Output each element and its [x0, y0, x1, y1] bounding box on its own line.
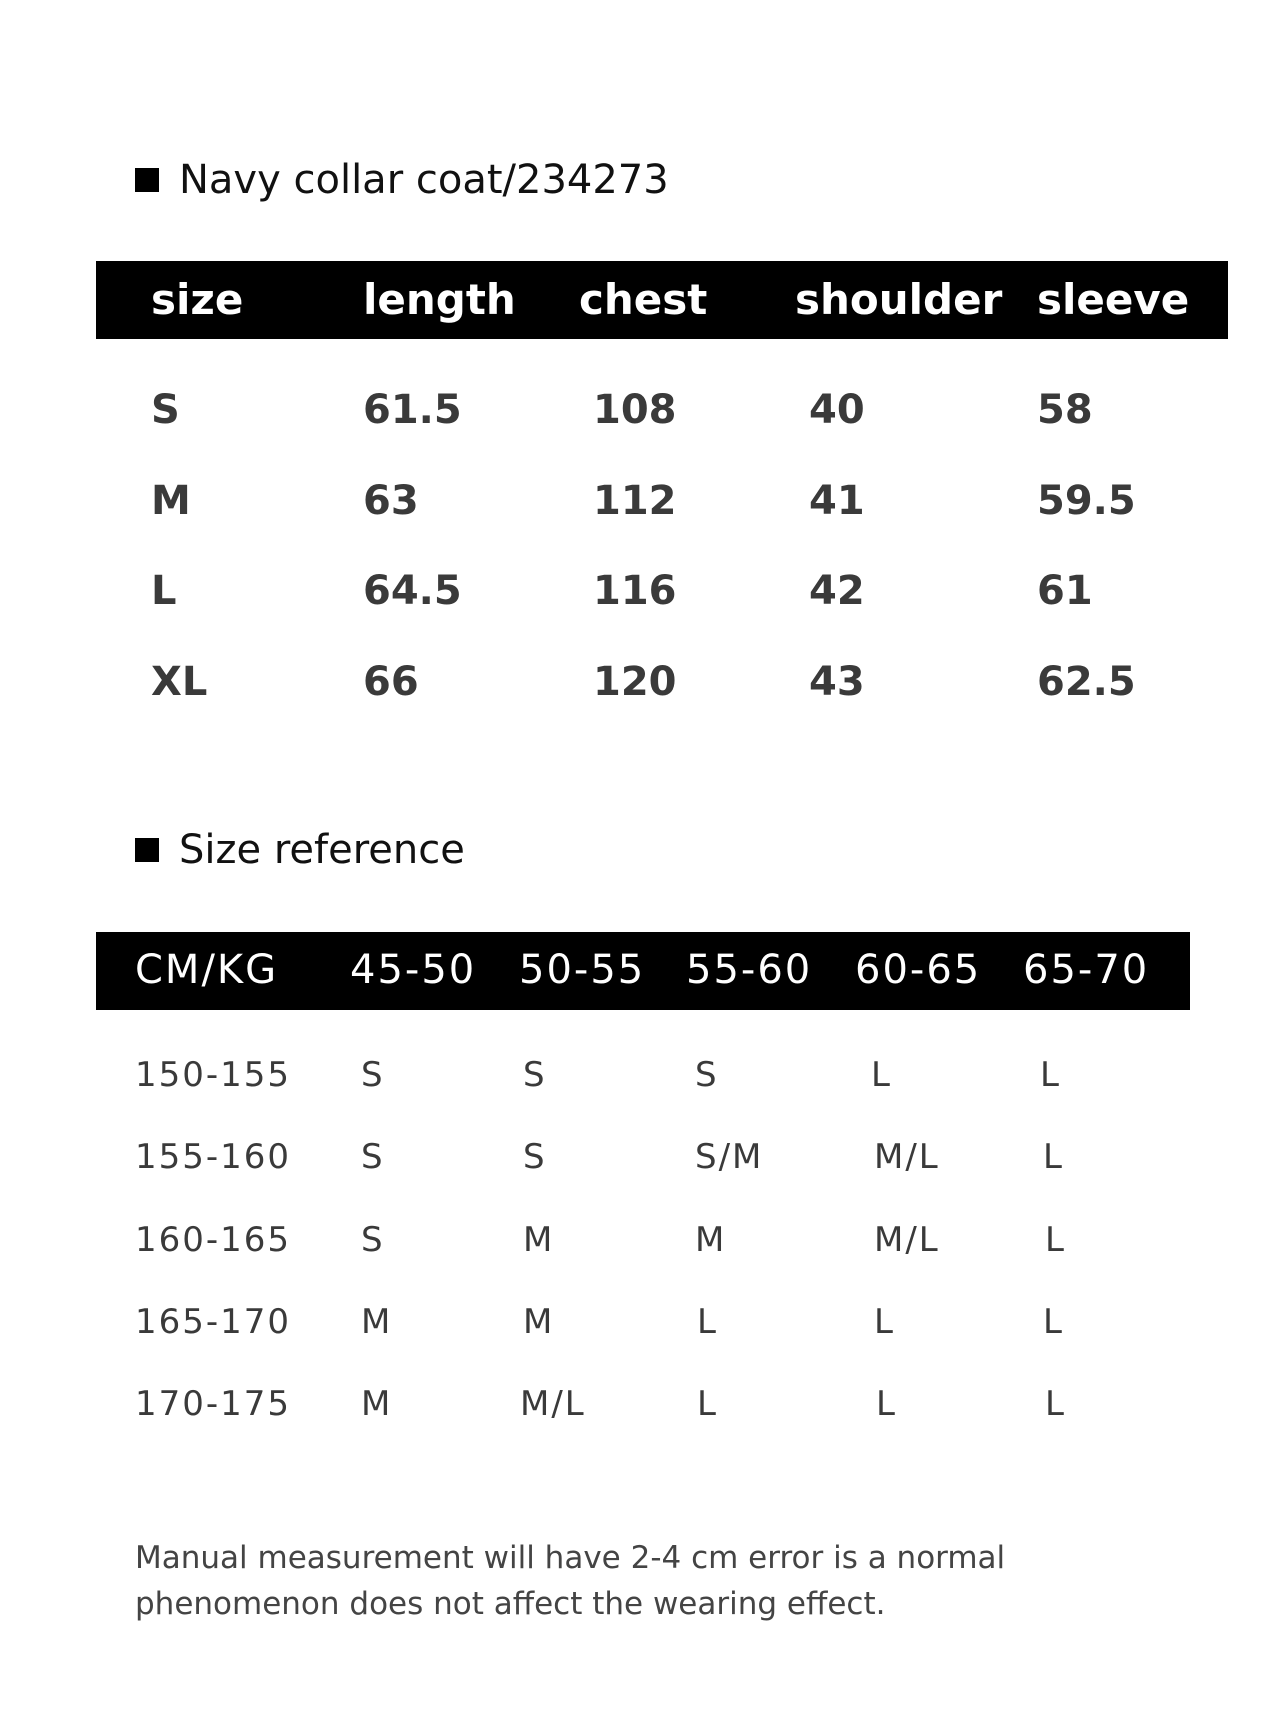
- table-cell: S: [695, 1055, 719, 1095]
- table-cell: 61: [1037, 568, 1093, 614]
- table-cell: S: [523, 1055, 547, 1095]
- table-cell: XL: [151, 659, 208, 705]
- table-cell: M: [361, 1384, 393, 1424]
- square-bullet-icon: [135, 168, 159, 192]
- table-cell: 40: [809, 387, 865, 433]
- table-cell: L: [1040, 1055, 1061, 1095]
- table-cell: S: [523, 1137, 547, 1177]
- section-title-coat: [135, 157, 669, 203]
- table-cell: L: [874, 1302, 895, 1342]
- table-cell: M: [695, 1220, 727, 1260]
- table-cell: 112: [593, 478, 677, 524]
- table-cell: 120: [593, 659, 677, 705]
- table-cell: M: [523, 1220, 555, 1260]
- header-sleeve: sleeve: [1037, 275, 1190, 324]
- table-cell: L: [1043, 1137, 1064, 1177]
- table-cell: 165-170: [135, 1302, 292, 1342]
- header-65-70: 65-70: [1023, 947, 1150, 993]
- table-cell: L: [1043, 1302, 1064, 1342]
- table-cell: L: [871, 1055, 892, 1095]
- table-cell: 41: [809, 478, 865, 524]
- section-title-size-reference: [135, 827, 465, 873]
- table-cell: 63: [363, 478, 419, 524]
- table-cell: 116: [593, 568, 677, 614]
- table-cell: 61.5: [363, 387, 462, 433]
- table-cell: 66: [363, 659, 419, 705]
- table-cell: 150-155: [135, 1055, 292, 1095]
- header-length: length: [363, 275, 516, 324]
- size-reference-header: [96, 932, 1190, 1010]
- table-cell: L: [697, 1384, 718, 1424]
- measurement-table-header: [96, 261, 1228, 339]
- table-cell: 160-165: [135, 1220, 292, 1260]
- header-50-55: 50-55: [519, 947, 646, 993]
- table-cell: 62.5: [1037, 659, 1136, 705]
- table-cell: L: [697, 1302, 718, 1342]
- table-cell: 43: [809, 659, 865, 705]
- table-cell: L: [876, 1384, 897, 1424]
- table-cell: 64.5: [363, 568, 462, 614]
- table-cell: 42: [809, 568, 865, 614]
- header-cm-kg: CM/KG: [135, 947, 279, 993]
- square-bullet-icon: [135, 838, 159, 862]
- table-cell: M/L: [874, 1220, 940, 1260]
- header-chest: chest: [579, 275, 708, 324]
- table-cell: M: [151, 478, 191, 524]
- table-cell: L: [151, 568, 177, 614]
- table-cell: M/L: [520, 1384, 586, 1424]
- table-cell: 58: [1037, 387, 1093, 433]
- section-title-size-reference-text: Size reference: [179, 827, 465, 873]
- table-cell: 59.5: [1037, 478, 1136, 524]
- table-cell: S: [361, 1220, 385, 1260]
- table-cell: M/L: [874, 1137, 940, 1177]
- table-cell: 155-160: [135, 1137, 292, 1177]
- header-size: size: [151, 275, 244, 324]
- table-cell: 170-175: [135, 1384, 292, 1424]
- table-cell: L: [1045, 1220, 1066, 1260]
- table-cell: M: [523, 1302, 555, 1342]
- table-cell: L: [1045, 1384, 1066, 1424]
- header-60-65: 60-65: [855, 947, 982, 993]
- table-cell: S: [361, 1055, 385, 1095]
- table-cell: S: [151, 387, 180, 433]
- section-title-coat-text: Navy collar coat/234273: [179, 157, 669, 203]
- header-55-60: 55-60: [686, 947, 813, 993]
- table-cell: M: [361, 1302, 393, 1342]
- table-cell: 108: [593, 387, 677, 433]
- header-shoulder: shoulder: [795, 275, 1003, 324]
- table-cell: S/M: [695, 1137, 764, 1177]
- header-45-50: 45-50: [350, 947, 477, 993]
- measurement-note: Manual measurement will have 2-4 cm error is a normal phenomenon does not affect the wearing effect.: [135, 1540, 1006, 1622]
- table-cell: S: [361, 1137, 385, 1177]
